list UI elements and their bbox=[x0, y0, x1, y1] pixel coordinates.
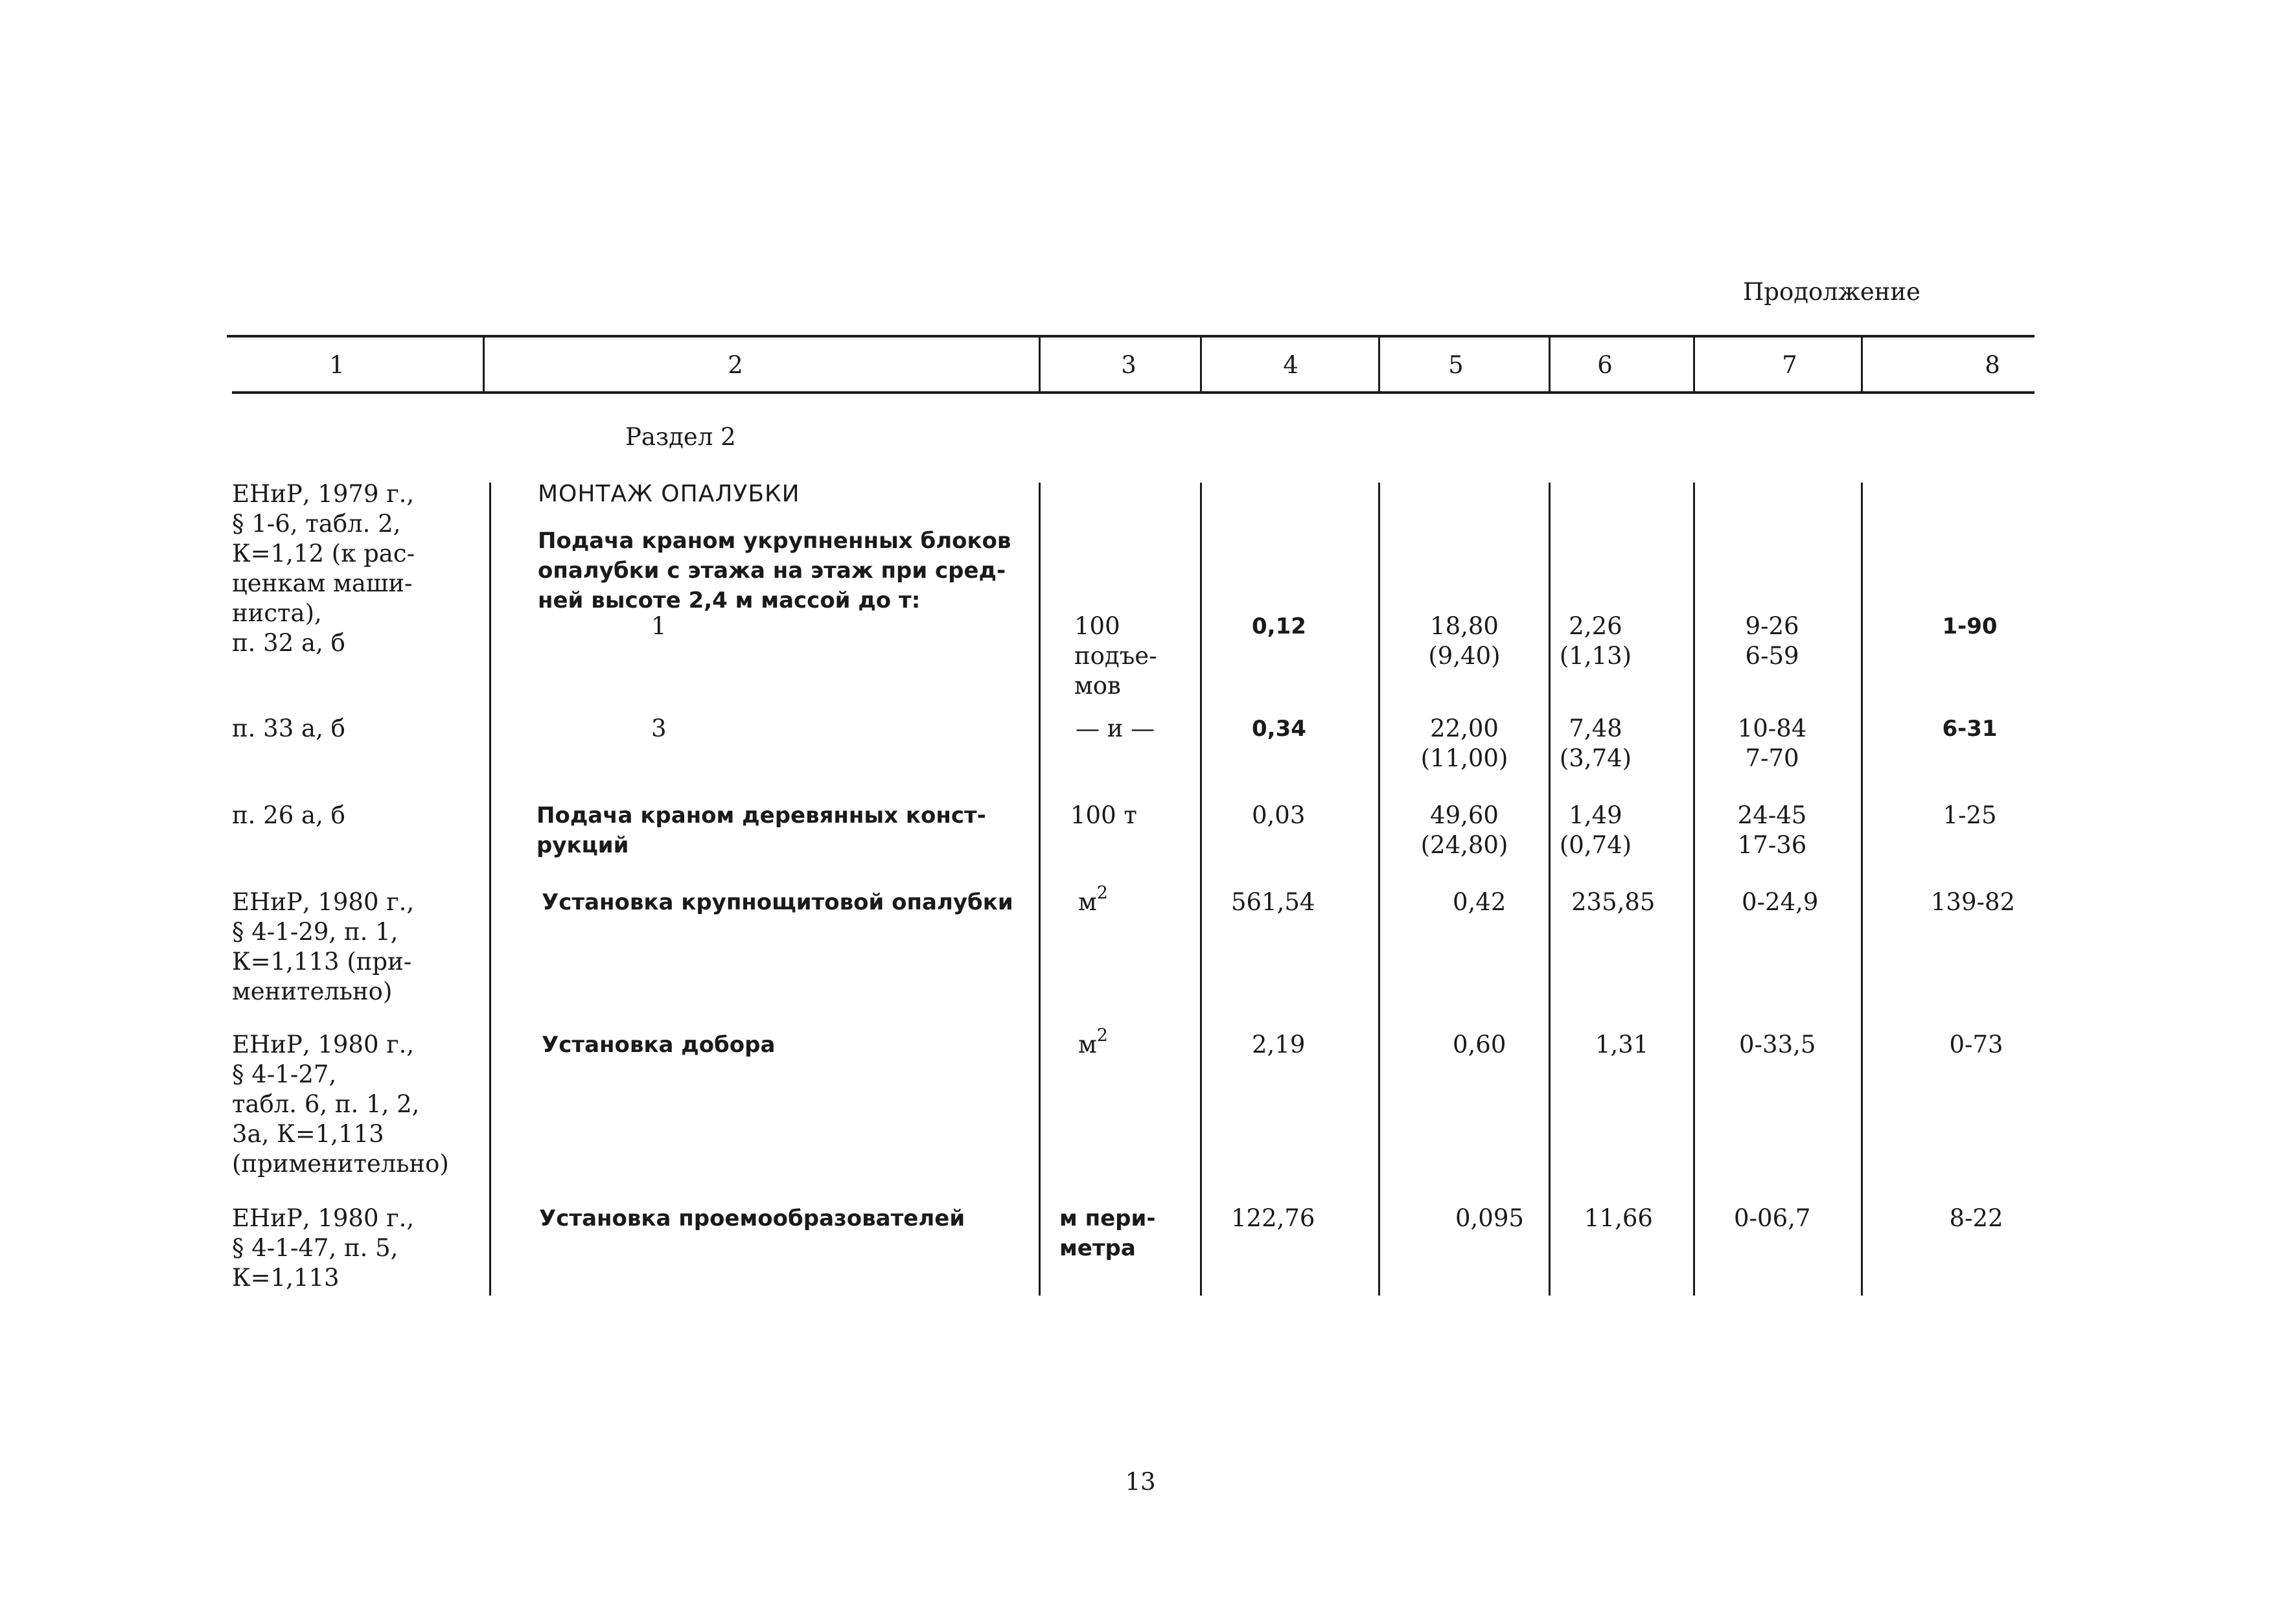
row1-col8: 1-90 bbox=[1942, 613, 1998, 639]
header-divider bbox=[1861, 336, 1863, 393]
table-header-bottom-rule bbox=[232, 391, 2035, 394]
column-header-2: 2 bbox=[728, 351, 743, 379]
row4-col5: 0,42 bbox=[1453, 888, 1506, 916]
continuation-label: Продолжение bbox=[1743, 278, 1921, 306]
row6-col7: 0-06,7 bbox=[1734, 1204, 1811, 1232]
row1-unit: 100 подъе- мов bbox=[1074, 612, 1157, 700]
row6-unit: м пери- метра bbox=[1059, 1206, 1156, 1261]
section-heading: МОНТАЖ ОПАЛУБКИ bbox=[538, 481, 800, 507]
header-divider bbox=[1549, 336, 1551, 393]
row3-col6: 1,49 (0,74) bbox=[1559, 801, 1632, 859]
row1-name: Подача краном укрупненных блоков опалубки с этажа на этаж при сред- ней высоте 2,4 м массой до т: bbox=[538, 528, 1011, 613]
column-header-4: 4 bbox=[1283, 351, 1298, 379]
row4-name: Установка крупнощитовой опалубки bbox=[542, 889, 1013, 915]
row2-source: п. 33 а, б bbox=[232, 715, 345, 742]
column-header-6: 6 bbox=[1597, 351, 1613, 379]
row2-sub: 3 bbox=[651, 715, 667, 742]
row4-unit: $м^2$ bbox=[1078, 883, 1108, 916]
row3-name: Подача краном деревянных конст- рукций bbox=[536, 803, 986, 858]
body-divider bbox=[1039, 483, 1041, 1296]
row2-col6: 7,48 (3,74) bbox=[1559, 715, 1632, 772]
row1-col6: 2,26 (1,13) bbox=[1559, 612, 1632, 670]
row5-source: ЕНиР, 1980 г., § 4-1-27, табл. 6, п. 1, 2, 3а, К=1,113 (применительно) bbox=[232, 1031, 449, 1178]
row5-name: Установка добора bbox=[542, 1032, 776, 1058]
row5-col6: 1,31 bbox=[1595, 1031, 1649, 1058]
header-divider bbox=[1039, 336, 1041, 393]
body-divider bbox=[489, 483, 491, 1296]
row5-col4: 2,19 bbox=[1252, 1031, 1306, 1058]
row6-col8: 8-22 bbox=[1949, 1204, 2003, 1232]
row4-col7: 0-24,9 bbox=[1742, 888, 1819, 916]
row4-source: ЕНиР, 1980 г., § 4-1-29, п. 1, К=1,113 (при- менительно) bbox=[232, 888, 415, 1005]
body-divider bbox=[1861, 483, 1863, 1296]
column-header-7: 7 bbox=[1782, 351, 1797, 379]
page-number: 13 bbox=[1125, 1468, 1156, 1496]
row5-col7: 0-33,5 bbox=[1739, 1031, 1816, 1058]
row3-source: п. 26 а, б bbox=[232, 801, 345, 829]
column-header-1: 1 bbox=[329, 351, 345, 379]
body-divider bbox=[1549, 483, 1551, 1296]
row4-col6: 235,85 bbox=[1571, 888, 1655, 916]
row1-sub: 1 bbox=[651, 612, 667, 640]
row4-col4: 561,54 bbox=[1231, 888, 1315, 916]
column-header-5: 5 bbox=[1448, 351, 1464, 379]
row6-col4: 122,76 bbox=[1231, 1204, 1315, 1232]
row1-col4: 0,12 bbox=[1252, 613, 1306, 639]
row3-unit: 100 т bbox=[1070, 801, 1137, 829]
row2-col5: 22,00 (11,00) bbox=[1420, 715, 1508, 772]
row3-col7: 24-45 17-36 bbox=[1737, 801, 1807, 859]
row3-col8: 1-25 bbox=[1943, 801, 1997, 829]
body-divider bbox=[1693, 483, 1695, 1296]
column-header-8: 8 bbox=[1985, 351, 2000, 379]
row5-col8: 0-73 bbox=[1949, 1031, 2003, 1058]
row5-col5: 0,60 bbox=[1453, 1031, 1506, 1058]
row2-col8: 6-31 bbox=[1942, 716, 1998, 742]
row6-name: Установка проемообразователей bbox=[539, 1206, 965, 1231]
body-divider bbox=[1200, 483, 1202, 1296]
header-divider bbox=[1693, 336, 1695, 393]
body-divider bbox=[1378, 483, 1380, 1296]
row1-source: ЕНиР, 1979 г., § 1-6, табл. 2, К=1,12 (к рас- ценкам маши- ниста), п. 32 а, б bbox=[232, 480, 415, 657]
row6-source: ЕНиР, 1980 г., § 4-1-47, п. 5, К=1,113 bbox=[232, 1204, 415, 1292]
column-header-3: 3 bbox=[1121, 351, 1136, 379]
row2-col7: 10-84 7-70 bbox=[1737, 715, 1807, 772]
row4-col8: 139-82 bbox=[1930, 888, 2016, 916]
row1-col5: 18,80 (9,40) bbox=[1428, 612, 1501, 670]
header-divider bbox=[1200, 336, 1202, 393]
row2-unit: — и — bbox=[1076, 715, 1155, 742]
row2-col4: 0,34 bbox=[1252, 716, 1306, 742]
row5-unit: $м^2$ bbox=[1078, 1025, 1108, 1058]
row3-col5: 49,60 (24,80) bbox=[1420, 801, 1508, 859]
row6-col5: 0,095 bbox=[1455, 1204, 1524, 1232]
section-label: Раздел 2 bbox=[625, 423, 736, 451]
table-top-rule bbox=[227, 335, 2035, 337]
header-divider bbox=[1378, 336, 1380, 393]
row6-col6: 11,66 bbox=[1584, 1204, 1653, 1232]
row1-col7: 9-26 6-59 bbox=[1745, 612, 1799, 670]
row3-col4: 0,03 bbox=[1252, 801, 1306, 829]
header-divider bbox=[483, 336, 485, 393]
